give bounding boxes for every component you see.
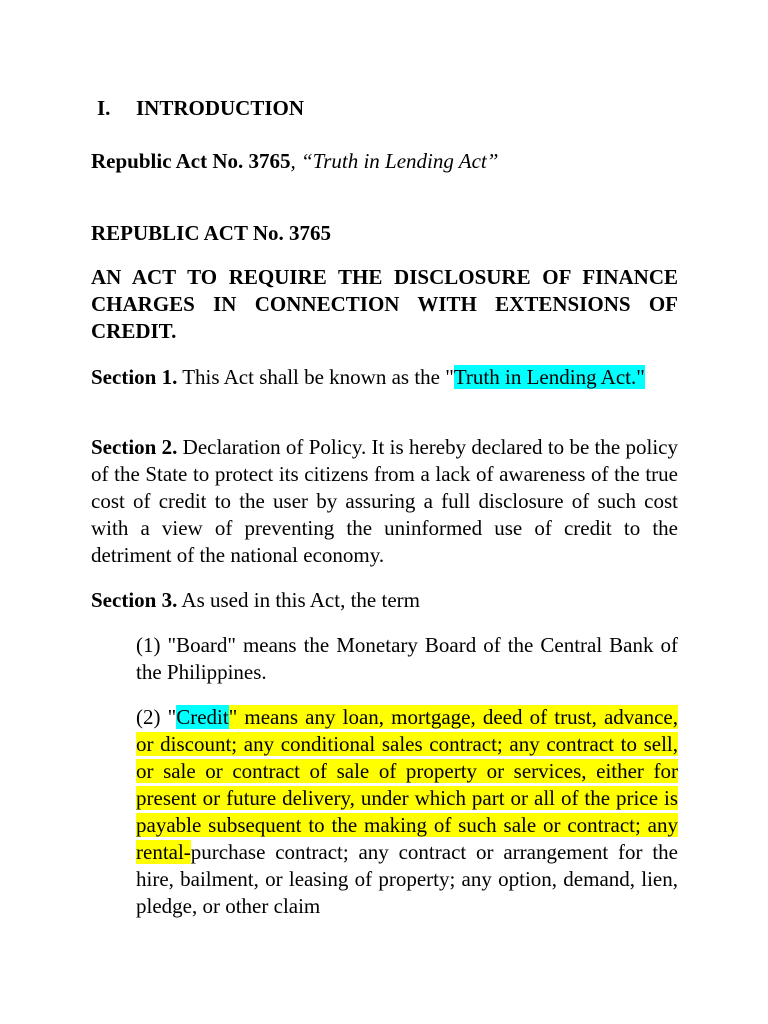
definition-item-1: (1) "Board" means the Monetary Board of the Central Bank of the Philippines. [136, 633, 678, 684]
act-subtitle [91, 148, 498, 175]
act-reference: Republic Act No. 3765 [91, 149, 291, 173]
definition-item-2 [136, 704, 678, 920]
item-2-rest-text: purchase contract; any contract or arrangement for the hire, bailment, or leasing of property; any option, demand, lien, pledge, or other claim [136, 840, 678, 918]
section-1 [91, 364, 678, 391]
heading-title: INTRODUCTION [136, 96, 305, 120]
section-1-highlight: Truth in Lending Act." [453, 365, 645, 389]
item-2-term: Credit [176, 705, 229, 729]
section-2-text: Declaration of Policy. It is hereby declared to be the policy of the State to protect its citizens from a lack of awareness of the true cost of credit to the user by assuring a full disclosure of such cost with a view of preventing the uninformed use of credit to the detriment of the national economy. [91, 435, 679, 567]
act-short-name: “Truth in Lending Act” [301, 149, 499, 173]
act-title: AN ACT TO REQUIRE THE DISCLOSURE OF FINANCE CHARGES IN CONNECTION WITH EXTENSIONS OF CREDIT. [91, 265, 678, 343]
section-3 [91, 587, 420, 614]
section-1-text: This Act shall be known as the " [177, 365, 454, 389]
section-3-label: Section 3. [91, 588, 178, 612]
act-number: REPUBLIC ACT No. 3765 [91, 221, 331, 245]
section-3-text: As used in this Act, the term [177, 588, 420, 612]
item-2-prefix: (2) " [136, 705, 177, 729]
section-2-label: Section 2. [91, 435, 178, 459]
section-1-label: Section 1. [91, 365, 178, 389]
heading-number: I. [97, 96, 111, 120]
act-subtitle-separator: , [290, 149, 296, 173]
section-2 [91, 434, 678, 569]
item-2-highlighted-text: " means any loan, mortgage, deed of trust, advance, or discount; any conditional sales contract; any contract to sell, or sale or contract of sale of property or services, either for present or future delivery, under which part or all of the price is payable subsequent to the making of such sale or contract; any rental- [136, 705, 678, 864]
